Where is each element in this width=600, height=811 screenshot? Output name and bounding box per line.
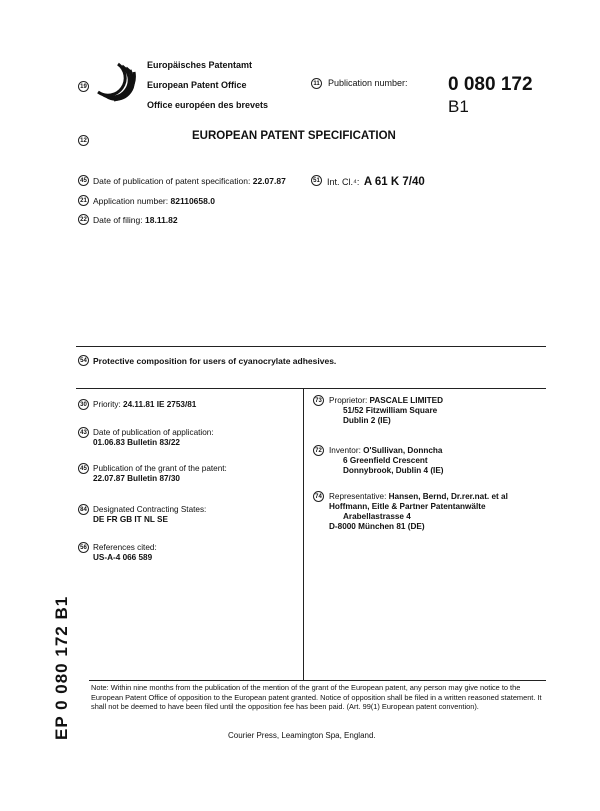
printer-footer: Courier Press, Leamington Spa, England. <box>228 731 376 740</box>
representative-label: Representative: <box>329 492 387 501</box>
inventor-name: O'Sullivan, Donncha <box>363 446 443 455</box>
inid-tag-45: 45 <box>78 175 89 186</box>
filing-row <box>93 215 178 225</box>
intcl-label: Int. Cl.⁴: <box>327 177 360 187</box>
inid-tag-84: 84 <box>78 504 89 515</box>
inid-tag-21: 21 <box>78 195 89 206</box>
epo-logo <box>96 60 138 106</box>
grant-pub-block <box>93 464 227 484</box>
app-number-row <box>93 196 215 206</box>
proprietor-block <box>329 396 443 426</box>
representative-address-2: D-8000 München 81 (DE) <box>329 522 425 531</box>
pub-date-row <box>93 176 286 186</box>
app-pub-value: 01.06.83 Bulletin 83/22 <box>93 438 180 447</box>
states-block <box>93 505 206 525</box>
inid-tag-72: 72 <box>313 445 324 456</box>
inventor-block <box>329 446 444 476</box>
proprietor-name: PASCALE LIMITED <box>369 396 444 405</box>
note-top-rule <box>89 680 546 681</box>
inid-tag-45b: 45 <box>78 463 89 474</box>
intcl-value: A 61 K 7/40 <box>363 176 425 188</box>
refs-value: US-A-4 066 589 <box>93 553 153 562</box>
grant-pub-value: 22.07.87 Bulletin 87/30 <box>93 474 180 483</box>
inid-tag-19: 19 <box>78 81 89 92</box>
representative-block <box>329 492 508 532</box>
inventor-address-1: 6 Greenfield Crescent <box>343 456 428 465</box>
pub-date: 22.07.87 <box>252 176 286 186</box>
proprietor-address-1: 51/52 Fitzwilliam Square <box>343 406 438 415</box>
title-bottom-rule <box>76 388 546 389</box>
proprietor-label: Proprietor: <box>329 396 368 405</box>
inid-tag-74: 74 <box>313 491 324 502</box>
title-top-rule <box>76 346 546 347</box>
office-name-en: European Patent Office <box>147 80 247 90</box>
office-name-de: Europäisches Patentamt <box>147 60 253 70</box>
representative-name: Hansen, Bernd, Dr.rer.nat. et al <box>388 492 508 501</box>
refs-label: References cited: <box>93 543 157 552</box>
inid-tag-56: 56 <box>78 542 89 553</box>
app-pub-label: Date of publication of application: <box>93 428 214 437</box>
proprietor-address-2: Dublin 2 (IE) <box>343 416 391 425</box>
priority-value: 24.11.81 IE 2753/81 <box>123 400 197 409</box>
inid-tag-51: 51 <box>311 175 322 186</box>
column-divider <box>303 388 304 680</box>
office-name-fr: Office européen des brevets <box>147 100 269 110</box>
spec-title: EUROPEAN PATENT SPECIFICATION <box>192 130 396 142</box>
app-pub-block <box>93 428 214 448</box>
intcl-row <box>327 172 425 190</box>
inid-tag-12: 12 <box>78 135 89 146</box>
app-number: 82110658.0 <box>170 196 215 206</box>
representative-firm: Hoffmann, Eitle & Partner Patentanwälte <box>329 502 486 511</box>
states-label: Designated Contracting States: <box>93 505 207 514</box>
pub-number-label: Publication number: <box>328 78 408 88</box>
inid-tag-43: 43 <box>78 427 89 438</box>
states-value: DE FR GB IT NL SE <box>93 515 168 524</box>
kind-code: B1 <box>448 97 469 116</box>
opposition-note: Note: Within nine months from the publication of the mention of the grant of the European patent, any person may give notice to the European Patent Office of opposition to the European patent granted. Notice of opposition shall be filed in a written reasoned statement. It shall not be deemed to have been filed until the opposition fee has been paid. (Art. 99(1) European patent convention). <box>91 683 542 712</box>
side-publication-number: EP 0 080 172 B1 <box>52 595 71 740</box>
inventor-address-2: Donnybrook, Dublin 4 (IE) <box>343 466 444 475</box>
grant-pub-label: Publication of the grant of the patent: <box>93 464 227 473</box>
representative-address-1: Arabellastrasse 4 <box>343 512 411 521</box>
inid-tag-11: 11 <box>311 78 322 89</box>
inid-tag-22: 22 <box>78 214 89 225</box>
inventor-label: Inventor: <box>329 446 361 455</box>
invention-title: Protective composition for users of cyanocrylate adhesives. <box>93 356 337 366</box>
refs-block <box>93 543 157 563</box>
pub-number: 0 080 172 <box>448 74 533 95</box>
inid-tag-54: 54 <box>78 355 89 366</box>
priority-row <box>93 400 196 410</box>
filing-date: 18.11.82 <box>145 215 178 225</box>
inid-tag-30: 30 <box>78 399 89 410</box>
app-number-label: Application number: <box>93 196 169 206</box>
inid-tag-73: 73 <box>313 395 324 406</box>
priority-label: Priority: <box>93 400 121 409</box>
filing-label: Date of filing: <box>93 215 143 225</box>
pub-date-label: Date of publication of patent specification: <box>93 176 251 186</box>
